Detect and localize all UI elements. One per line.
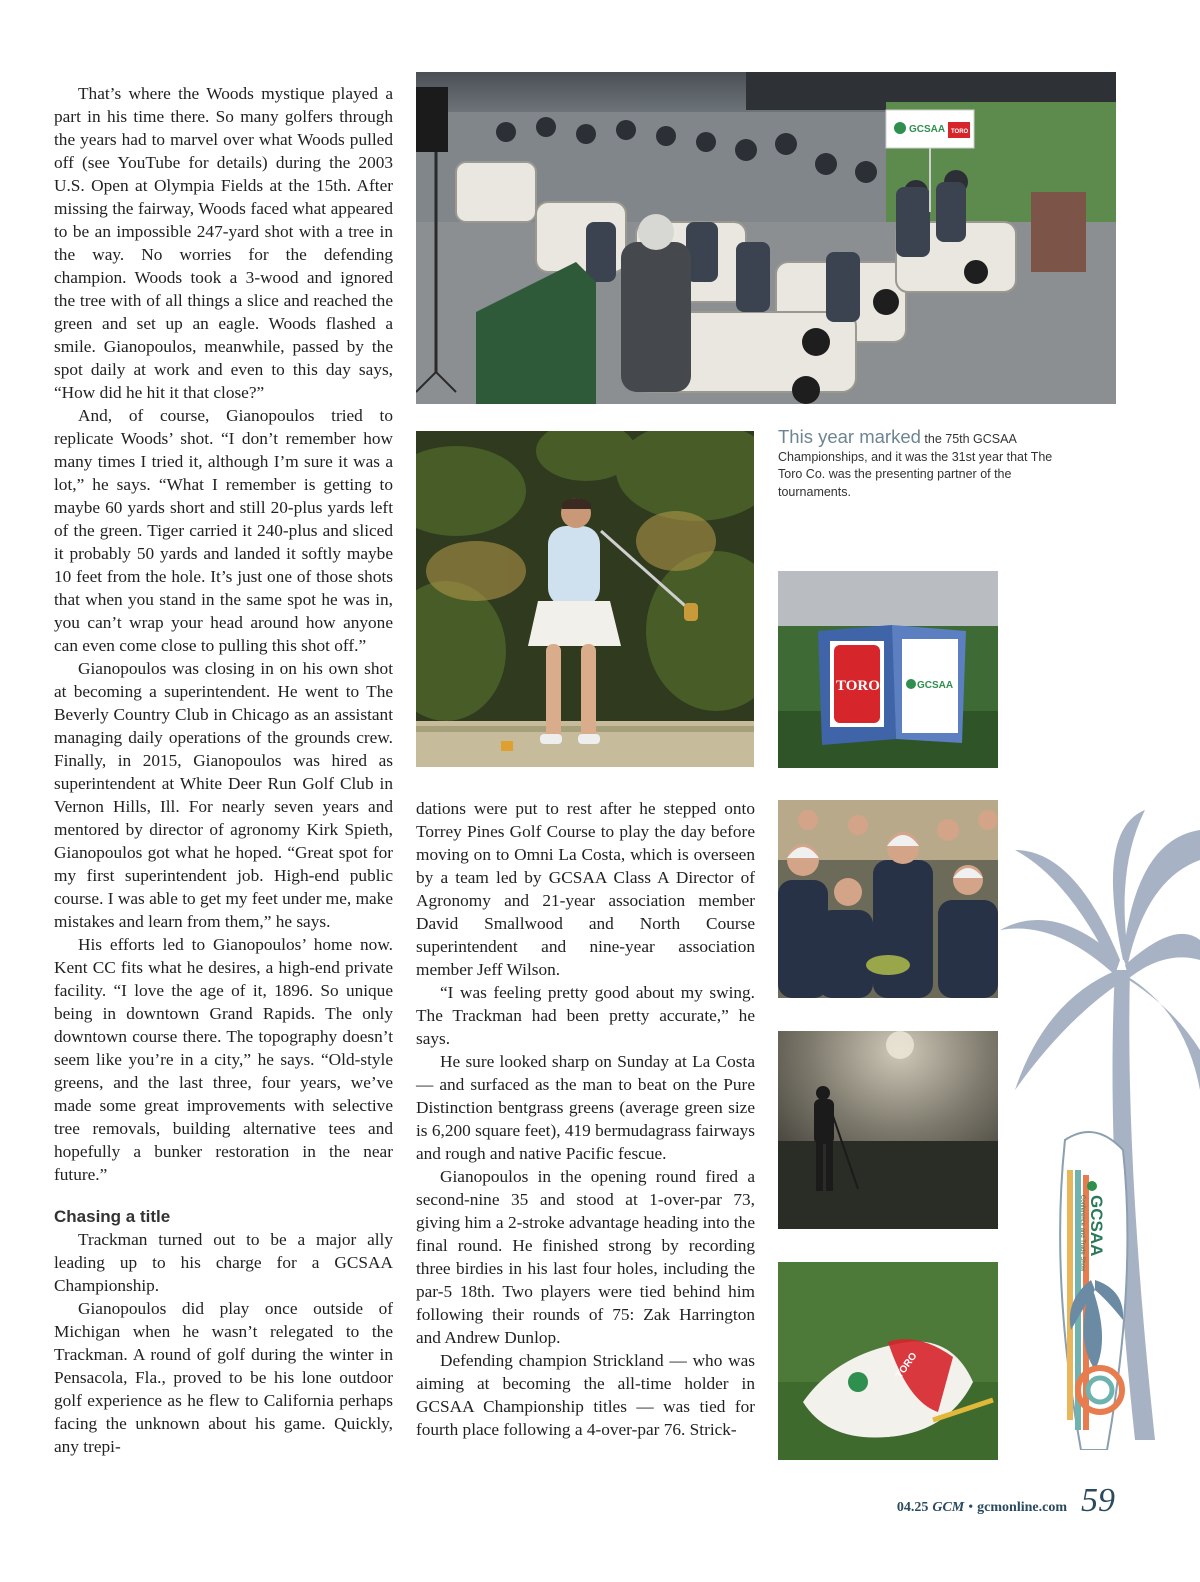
photo-caption xyxy=(778,428,1058,501)
paragraph: He sure looked sharp on Sunday at La Costa — and surfaced as the man to beat on the Pure Distinction bentgrass greens (average green size is 6,200 square feet), 419 bermudagrass fairways and rough and native Pacific fescue. xyxy=(416,1052,755,1163)
paragraph: Gianopoulos was closing in on his own shot at becoming a superintendent. He went to The Beverly Country Club in Chicago as an assistant managing daily operations of the grounds crew. Finally, in 2015, Gianopoulos was hired as superintendent at White Deer Run Golf Club in Vernon Hills, Ill. For nearly seven years and mentored by director of agronomy Kirk Spieth, Gianopoulos got what he hoped. “Great spot for my first superintendent job. High-end public course. I was able to get my feet under me, make mistakes and learn from them,” he says. xyxy=(54,659,393,931)
sign-gcsaa-text: GCSAA xyxy=(909,124,946,135)
paragraph: His efforts led to Gianopoulos’ home now. Kent CC fits what he desires, a high-end private facility. “I love the age of it, 1896. So unique being in downtown Grand Rapids. The only downtown course there. The topography doesn’t seem like you’re in a city,” he says. “Old-style greens, and the last three, four years, we’ve made some great improvements with selective tree removals, building alternative tees and hopefully a bunker restoration in the near future.” xyxy=(54,935,393,1184)
article-column-1 xyxy=(54,82,393,1458)
paragraph: Gianopoulos in the opening round fired a second-nine 35 and stood at 1-over-par 73, giving him a 2-stroke advantage heading into the final round. He finished strong by recording three birdies in his last four holes, including the par-5 18th. Two players were tied behind him following their rounds of 75: Zak Harrington and Andrew Dunlop. xyxy=(416,1167,755,1347)
footer-issue: 04.25 xyxy=(896,1500,929,1515)
photo-tee-flag xyxy=(778,1262,998,1460)
surfboard-subtitle-text: Conference and Trade Show xyxy=(1079,1195,1085,1272)
footer-magazine: GCM xyxy=(932,1500,965,1515)
photo-golf-carts xyxy=(416,72,1116,404)
cube-toro-text: TORO xyxy=(836,678,880,694)
photo-crowd xyxy=(778,800,998,998)
photo-golfer-swing xyxy=(416,431,754,767)
cube-gcsaa-text: GCSAA xyxy=(917,680,954,691)
photo-tee-marker xyxy=(778,571,998,768)
footer-separator: • xyxy=(968,1500,974,1515)
palm-tree-decoration xyxy=(995,810,1200,1450)
sign-toro-text: TORO xyxy=(951,129,969,135)
caption-body: the 75th GCSAA Championships, and it was the 31st year that The Toro Co. was the presenting partner of the tournaments. xyxy=(778,432,1053,499)
footer-website: gcmonline.com xyxy=(977,1500,1067,1515)
caption-lead: This year marked xyxy=(778,426,921,447)
paragraph: And, of course, Gianopoulos tried to replicate Woods’ shot. “I don’t remember how many times I tried it, although I’m sure it was a lot,” he says. “What I remember is getting to maybe 60 yards short and still 20-plus yards left of the green. Tiger carried it 240-plus and sliced it probably 50 yards and landed it softly maybe 10 feet from the hole. It’s just one of those shots that when you stand in the same spot he was in, you can’t wrap your head around how anyone can even come close to pulling this shot off.” xyxy=(54,406,393,655)
article-column-2 xyxy=(416,797,755,1441)
paragraph: Trackman turned out to be a major ally leading up to his charge for a GCSAA Championship. xyxy=(54,1230,393,1295)
page-footer xyxy=(897,1482,1115,1520)
paragraph: dations were put to rest after he stepped onto Torrey Pines Golf Course to play the day before moving on to Omni La Costa, which is overseen by a team led by GCSAA Class A Director of Agronomy and 21-year association member David Smallwood and North Course superintendent and nine-year association member Jeff Wilson. xyxy=(416,799,755,979)
flag-toro-text: TORO xyxy=(894,1350,920,1381)
surfboard-gcsaa-text: GCSAA xyxy=(1087,1195,1106,1257)
paragraph: Defending champion Strickland — who was aiming at becoming the all-time holder in GCSAA Championship titles — was tied for fourth place following a 4-over-par 76. Strick- xyxy=(416,1351,755,1439)
paragraph: That’s where the Woods mystique played a part in his time there. So many golfers through the years had to marvel over what Woods pulled off (see YouTube for details) during the 2003 U.S. Open at Olympia Fields at the 15th. After missing the fairway, Woods faced what appeared to be an impossible 247-yard shot with a tree in the way. No worries for the defending champion. Woods took a 3-wood and ignored the tree with of all things a slice and reached the green and set up an eagle. Woods flashed a smile. Gianopoulos, meanwhile, passed by the spot daily at work and even to this day says, “How did he hit it that close?” xyxy=(54,84,393,402)
photo-foggy-golfer xyxy=(778,1031,998,1229)
section-subhead: Chasing a title xyxy=(54,1207,171,1226)
paragraph: Gianopoulos did play once outside of Michigan when he wasn’t relegated to the Trackman. A round of golf during the winter in Pensacola, Fla., proved to be his lone outdoor golf experience as he flew to California perhaps facing the unknown about his game. Quickly, any trepi- xyxy=(54,1299,393,1456)
page-number: 59 xyxy=(1081,1482,1115,1519)
paragraph: “I was feeling pretty good about my swing. The Trackman had been pretty accurate,” he says. xyxy=(416,983,755,1048)
